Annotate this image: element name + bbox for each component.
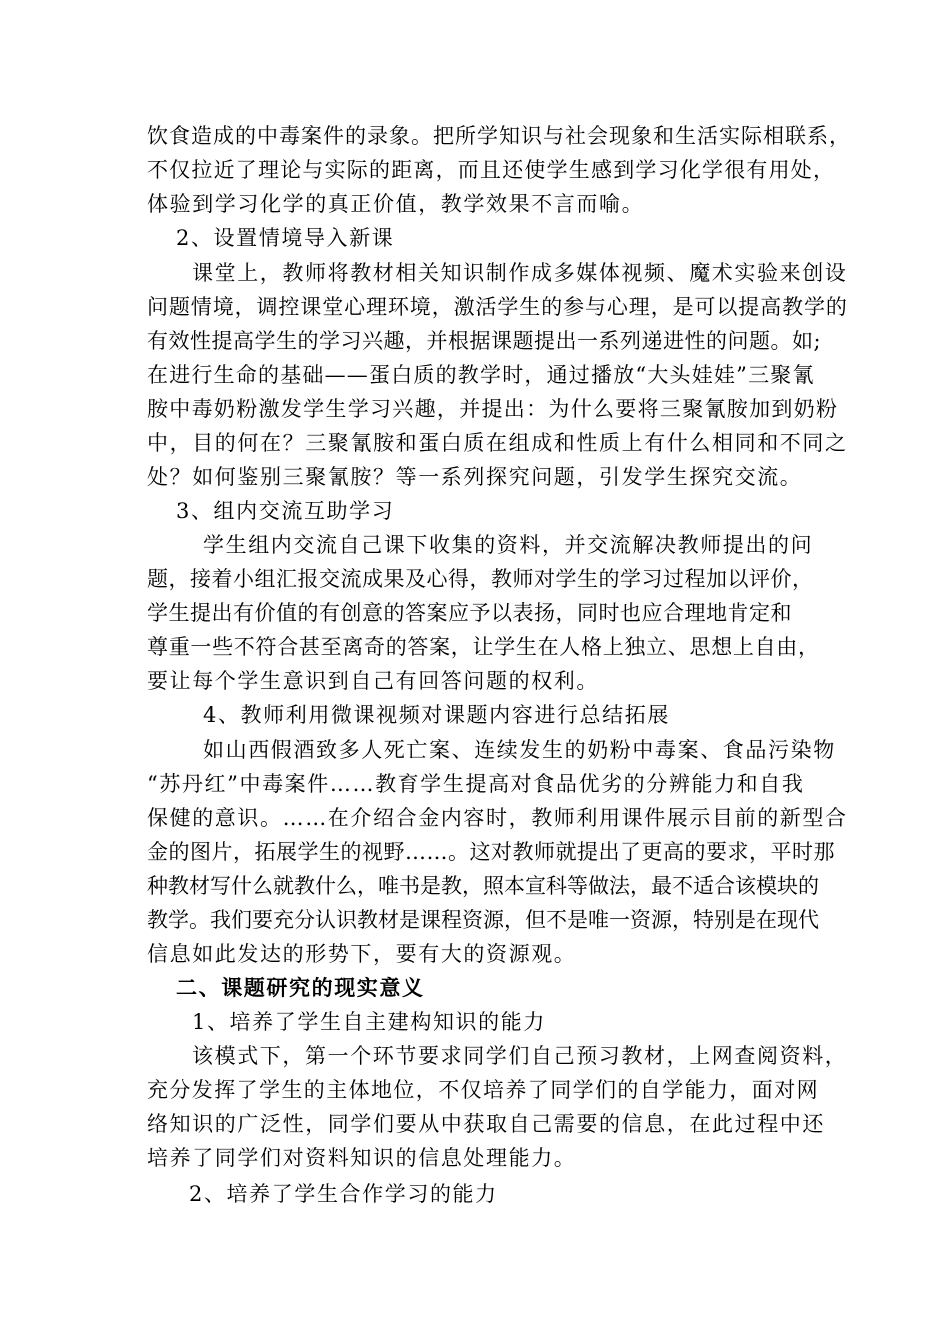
paragraph-line: 题，接着小组汇报交流成果及心得，教师对学生的学习过程加以评价，	[147, 567, 814, 591]
paragraph-line: 在进行生命的基础——蛋白质的教学时，通过播放“大头娃娃”三聚氰	[147, 363, 815, 387]
paragraph-line: 问题情境，调控课堂心理环境，激活学生的参与心理，是可以提高教学的	[147, 295, 848, 319]
paragraph-line: “苏丹红”中毒案件……教育学生提高对食品优劣的分辨能力和自我	[147, 772, 805, 796]
section-heading: 4、教师利用微课视频对课题内容进行总结拓展	[203, 703, 670, 727]
paragraph-line: 种教材写什么就教什么，唯书是教，照本宣科等做法，最不适合该模块的	[147, 874, 819, 898]
paragraph-line: 络知识的广泛性，同学们要从中获取自己需要的信息，在此过程中还	[147, 1112, 825, 1136]
paragraph-line: 要让每个学生意识到自己有回答问题的权利。	[147, 669, 599, 693]
paragraph-line: 学生组内交流自己课下收集的资料，并交流解决教师提出的问	[203, 533, 814, 557]
paragraph-line: 培养了同学们对资料知识的信息处理能力。	[147, 1146, 577, 1170]
paragraph-line: 不仅拉近了理论与实际的距离，而且还使学生感到学习化学很有用处，	[147, 158, 836, 182]
paragraph-line: 该模式下，第一个环节要求同学们自己预习教材，上网查阅资料，	[192, 1044, 848, 1068]
paragraph-line: 信息如此发达的形势下，要有大的资源观。	[147, 942, 577, 966]
paragraph-line: 金的图片，拓展学生的视野……。这对教师就提出了更高的要求，平时那	[147, 840, 835, 864]
paragraph-line: 饮食造成的中毒案件的录象。把所学知识与社会现象和生活实际相联系，	[147, 124, 851, 148]
paragraph-line: 学生提出有价值的有创意的答案应予以表扬，同时也应合理地肯定和	[147, 601, 792, 625]
paragraph-line: 课堂上，教师将教材相关知识制作成多媒体视频、魔术实验来创设	[192, 261, 848, 285]
paragraph-line: 充分发挥了学生的主体地位，不仅培养了同学们的自学能力，面对网	[147, 1078, 819, 1102]
paragraph-line: 保健的意识。……在介绍合金内容时，教师利用课件展示目前的新型合	[147, 806, 848, 830]
paragraph-line: 教学。我们要充分认识教材是课程资源，但不是唯一资源，特别是在现代	[147, 908, 819, 932]
section-heading: 3、组内交流互助学习	[176, 499, 395, 523]
chapter-heading: 二、课题研究的现实意义	[176, 975, 425, 1000]
paragraph-line: 胺中毒奶粉激发学生学习兴趣，并提出：为什么要将三聚氰胺加到奶粉	[147, 397, 839, 421]
section-heading: 1、培养了学生自主建构知识的能力	[192, 1010, 546, 1034]
paragraph-line: 尊重一些不符合甚至离奇的答案，让学生在人格上独立、思想上自由，	[147, 635, 820, 659]
paragraph-line: 有效性提高学生的学习兴趣，并根据课题提出一系列递进性的问题。如;	[147, 329, 822, 353]
paragraph-line: 如山西假酒致多人死亡案、连续发生的奶粉中毒案、食品污染物	[203, 738, 836, 762]
section-heading: 2、培养了学生合作学习的能力	[189, 1182, 498, 1206]
section-heading: 2、设置情境导入新课	[176, 226, 395, 250]
paragraph-line: 体验到学习化学的真正价值，教学效果不言而喻。	[147, 192, 645, 216]
paragraph-line: 处？如何鉴别三聚氰胺？等一系列探究问题，引发学生探究交流。	[147, 465, 803, 489]
paragraph-line: 中，目的何在？三聚氰胺和蛋白质在组成和性质上有什么相同和不同之	[147, 431, 848, 455]
